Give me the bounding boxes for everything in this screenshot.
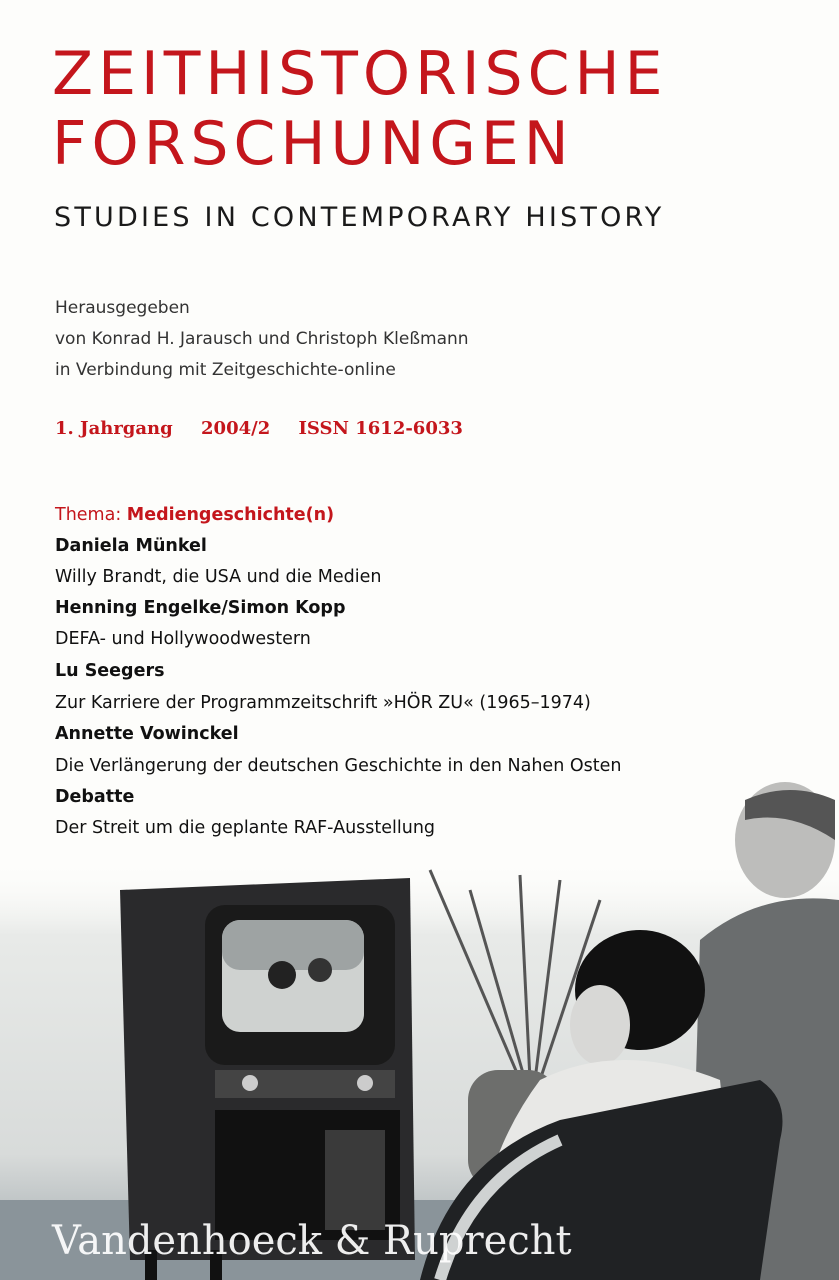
- issn: ISSN 1612-6033: [298, 418, 463, 439]
- toc-author: Annette Vowinckel: [55, 724, 239, 744]
- toc-title: Zur Karriere der Programmzeitschrift »HÖR ZU« (1965–1974): [55, 693, 591, 713]
- toc-author: Debatte: [55, 787, 135, 807]
- toc-title: Die Verlängerung der deutschen Geschichte in den Nahen Osten: [55, 756, 622, 776]
- theme-label: Thema:: [55, 505, 122, 525]
- toc-author: Henning Engelke/Simon Kopp: [55, 598, 346, 618]
- issue-number: 2004/2: [201, 418, 271, 439]
- editors-line: von Konrad H. Jarausch und Christoph Kleßmann: [55, 329, 469, 349]
- toc-author: Daniela Münkel: [55, 536, 207, 556]
- toc-title: Willy Brandt, die USA und die Medien: [55, 567, 382, 587]
- cover-photo-tv-viewers: [0, 780, 839, 1280]
- editors-line: in Verbindung mit Zeitgeschichte-online: [55, 360, 396, 380]
- toc-author: Lu Seegers: [55, 661, 165, 681]
- editors-line: Herausgegeben: [55, 298, 190, 318]
- journal-title-line2: FORSCHUNGEN: [52, 109, 574, 179]
- theme-heading: [55, 505, 334, 525]
- toc-title: DEFA- und Hollywoodwestern: [55, 629, 311, 649]
- publisher-logo: Vandenhoeck & Ruprecht: [52, 1218, 572, 1264]
- journal-subtitle: STUDIES IN CONTEMPORARY HISTORY: [54, 202, 665, 233]
- volume: 1. Jahrgang: [55, 418, 173, 439]
- journal-title-line1: ZEITHISTORISCHE: [52, 39, 668, 109]
- issue-info: [55, 418, 485, 439]
- toc-title: Der Streit um die geplante RAF-Ausstellung: [55, 818, 436, 838]
- theme-title: Mediengeschichte(n): [126, 505, 335, 525]
